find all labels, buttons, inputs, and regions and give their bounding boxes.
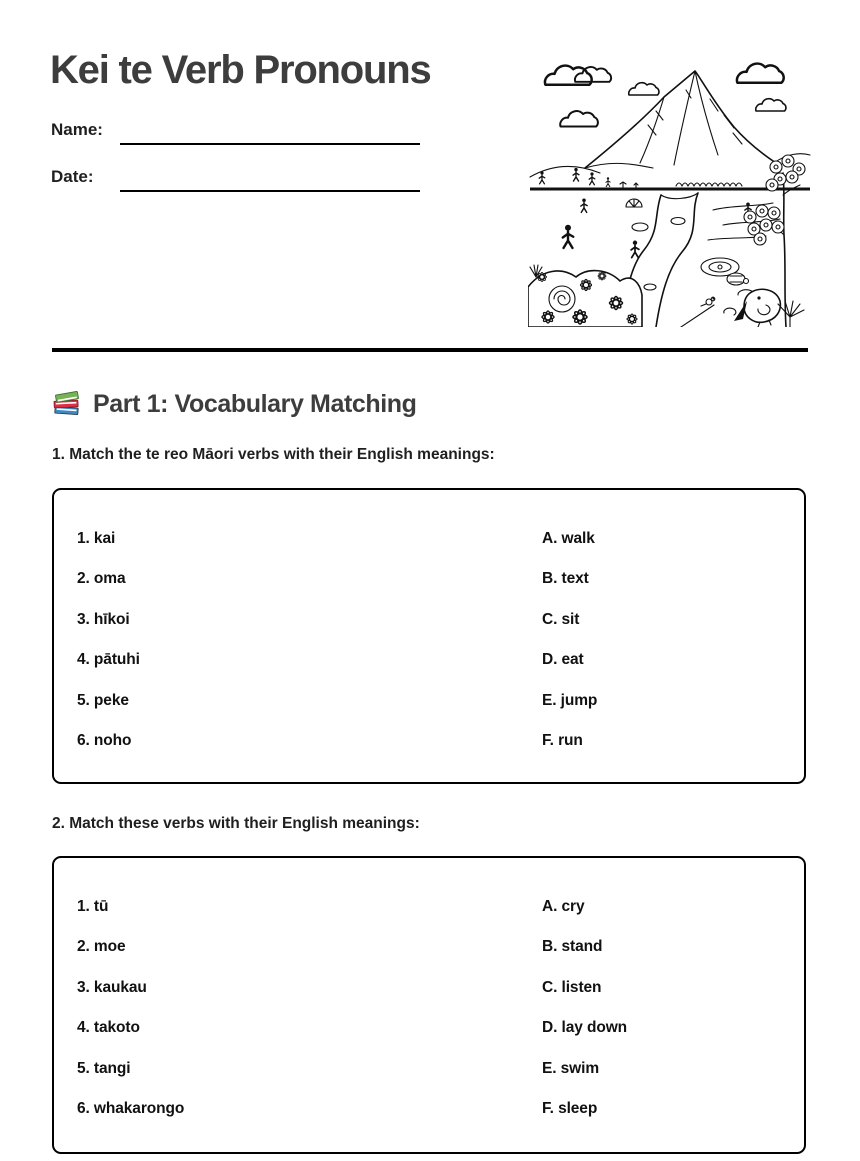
- match-left-item: 2. oma: [77, 570, 126, 587]
- part1-heading-row: [50, 388, 417, 420]
- match-left-item: 3. kaukau: [77, 978, 147, 996]
- match-row: [77, 640, 786, 681]
- match-left-item: 1. kai: [77, 529, 116, 547]
- match-row: [77, 967, 786, 1008]
- match-left-item: 1. tū: [77, 897, 109, 915]
- match-right-item: B. stand: [542, 938, 603, 955]
- match-right-item: E. swim: [542, 1059, 600, 1077]
- name-label: Name:: [51, 120, 103, 139]
- match-right-item: F. sleep: [542, 1100, 598, 1117]
- match-row: [77, 721, 786, 762]
- name-write-line: [120, 143, 420, 145]
- match-right-item: B. text: [542, 570, 589, 587]
- date-label: Date:: [51, 167, 94, 186]
- match-left-item: 2. moe: [77, 938, 126, 955]
- exercise1-prompt: 1. Match the te reo Māori verbs with their English meanings:: [52, 446, 495, 463]
- match-left-item: 4. pātuhi: [77, 651, 140, 668]
- date-write-line: [120, 190, 420, 192]
- match-left-item: 5. tangi: [77, 1059, 131, 1077]
- match-right-item: F. run: [542, 732, 583, 749]
- match-right-item: C. listen: [542, 978, 602, 996]
- match-left-item: 4. takoto: [77, 1019, 140, 1036]
- match-right-item: D. eat: [542, 651, 584, 668]
- mountain-illustration: [528, 55, 812, 327]
- match-right-item: C. sit: [542, 610, 580, 628]
- match-row: [77, 927, 786, 968]
- match-left-item: 5. peke: [77, 691, 129, 709]
- matching-box-2: [52, 856, 806, 1154]
- match-row: [77, 886, 786, 927]
- match-row: [77, 1089, 786, 1130]
- match-row: [77, 599, 786, 640]
- match-left-item: 6. whakarongo: [77, 1100, 185, 1117]
- exercise2-prompt: 2. Match these verbs with their English meanings:: [52, 815, 420, 832]
- match-right-item: A. walk: [542, 529, 595, 547]
- part1-title: Part 1: Vocabulary Matching: [93, 389, 417, 418]
- books-icon: [50, 389, 83, 419]
- match-left-item: 3. hīkoi: [77, 610, 130, 628]
- section-divider: [52, 348, 808, 352]
- match-row: [77, 518, 786, 559]
- page-title: Kei te Verb Pronouns: [50, 48, 431, 92]
- match-row: [77, 1048, 786, 1089]
- match-row: [77, 559, 786, 600]
- match-right-item: E. jump: [542, 691, 598, 709]
- matching-box-1: [52, 488, 806, 784]
- match-right-item: D. lay down: [542, 1019, 628, 1036]
- mountain-landscape-icon: [528, 55, 812, 327]
- match-right-item: A. cry: [542, 897, 585, 915]
- match-left-item: 6. noho: [77, 732, 132, 749]
- match-row: [77, 680, 786, 721]
- match-row: [77, 1008, 786, 1049]
